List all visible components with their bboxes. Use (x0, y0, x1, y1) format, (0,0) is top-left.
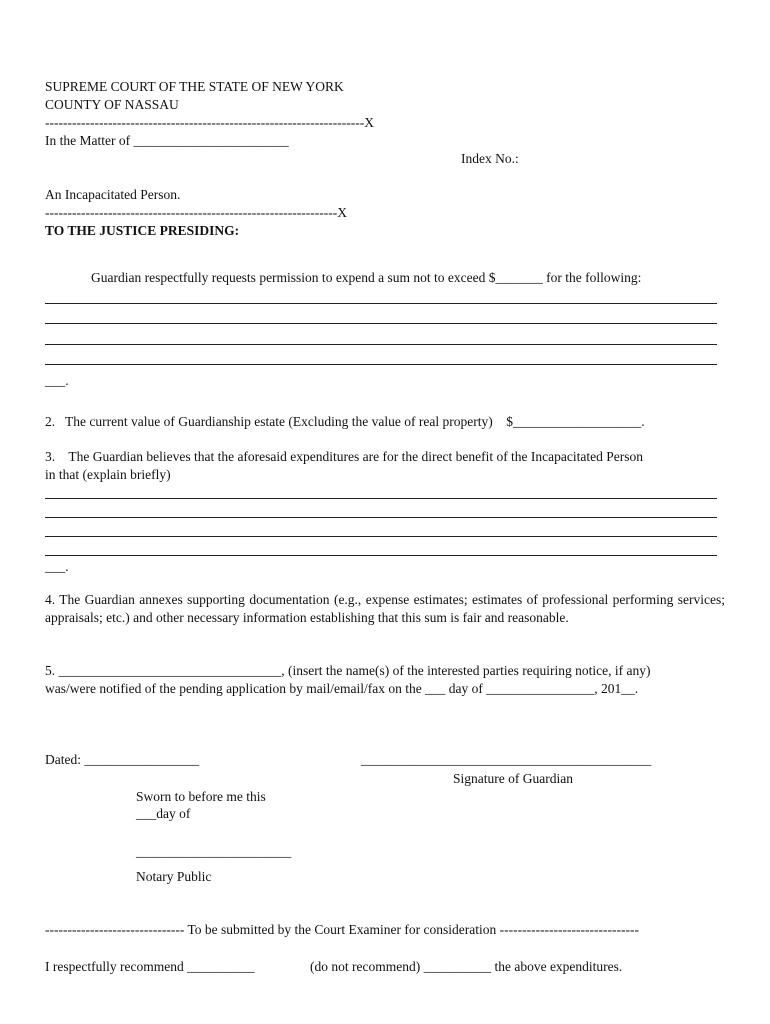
estate-value-paragraph: 2. The current value of Guardianship estate (Excluding the value of real property) $___________________. (45, 414, 645, 429)
explain-line-2 (45, 517, 717, 518)
benefit-paragraph-line1: 3. The Guardian believes that the aforesaid expenditures are for the direct benefit of the Incapacitated Person (45, 449, 644, 464)
explain-line-3 (45, 536, 717, 537)
blank-line-3 (45, 344, 717, 345)
sworn-statement-line2: ___day of (136, 806, 191, 821)
documentation-paragraph: 4. The Guardian annexes supporting documentation (e.g., expense estimates; estimates of professional performing services; appraisals; etc.) and other necessary information establishing that this sum is fair and reasonable. (45, 592, 725, 625)
recommend-field: I respectfully recommend __________ (45, 959, 255, 974)
county-name: COUNTY OF NASSAU (45, 97, 179, 112)
matter-line: In the Matter of _______________________ (45, 133, 289, 148)
signature-line: ___________________________________________ (361, 752, 652, 767)
blank-line-2 (45, 323, 717, 324)
incapacitated-person-label: An Incapacitated Person. (45, 187, 181, 202)
request-paragraph: Guardian respectfully requests permission to expend a sum not to exceed $_______ for the following: (91, 270, 642, 285)
caption-divider-top: -----------------------------------------------------------------------X (45, 115, 374, 130)
not-recommend-field: (do not recommend) __________ the above expenditures. (310, 959, 623, 974)
explain-line-1 (45, 498, 717, 499)
sworn-statement-line1: Sworn to before me this (136, 789, 266, 804)
caption-divider-bottom: -----------------------------------------------------------------X (45, 205, 347, 220)
signature-label: Signature of Guardian (453, 771, 573, 786)
blank-line-4 (45, 364, 717, 365)
index-number-label: Index No.: (461, 151, 519, 166)
benefit-paragraph-end: ___. (45, 559, 69, 574)
blank-line-1 (45, 303, 717, 304)
notary-signature-line: _______________________ (136, 844, 292, 859)
notice-paragraph-line1: 5. _________________________________, (insert the name(s) of the interested parties requiring notice, if any) (45, 663, 651, 678)
examiner-divider: ------------------------------- To be submitted by the Court Examiner for consideration ------------------------------- (45, 922, 639, 937)
explain-line-4 (45, 555, 717, 556)
notice-paragraph-line2: was/were notified of the pending application by mail/email/fax on the ___ day of ________________, 201__. (45, 681, 639, 696)
dated-line: Dated: _________________ (45, 752, 200, 767)
court-name: SUPREME COURT OF THE STATE OF NEW YORK (45, 79, 344, 94)
benefit-paragraph-line2: in that (explain briefly) (45, 467, 171, 482)
notary-label: Notary Public (136, 869, 212, 884)
request-paragraph-end: ___. (45, 373, 69, 388)
salutation: TO THE JUSTICE PRESIDING: (45, 223, 240, 238)
